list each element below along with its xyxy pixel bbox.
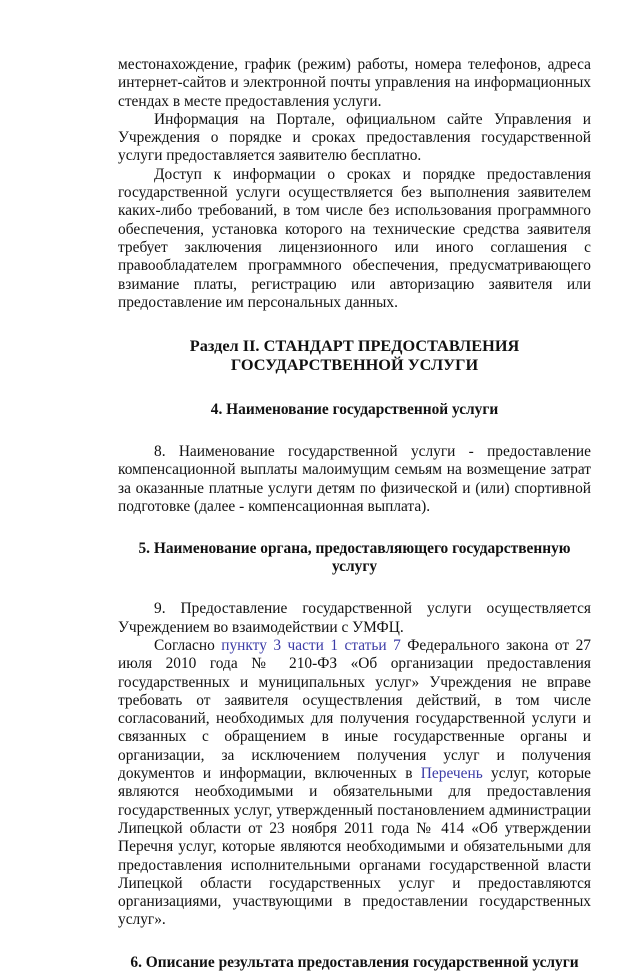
- paragraph-portal-info: Информация на Портале, официальном сайте Управления и Учреждения о порядке и сроках предоставления государственной услуги предоставляется заявителю бесплатно.: [118, 110, 591, 165]
- section-5-paragraph-1: 9. Предоставление государственной услуги осуществляется Учреждением во взаимодействии с УМФЦ.: [118, 600, 591, 636]
- section-4-heading: 4. Наименование государственной услуги: [210, 401, 499, 419]
- section-5-heading: 5. Наименование органа, предоставляющего государственную услугу: [138, 540, 571, 576]
- para2-text-after: услуг, которые являются необходимыми и обязательными для предоставления государственных услуг, утвержденный постановлением администрации Липецкой области от 23 ноября 2011 года № 414 «Об утверждении Перечня услуг, которые являются необходимыми и обязательными для предоставления исполнительными органами государственной власти Липецкой области государственных услуг и предоставляются организациями, участвующими в предоставлении государственных услуг».: [118, 765, 591, 929]
- paragraph-access-info: Доступ к информации о сроках и порядке предоставления государственной услуги осуществляется без выполнения заявителем каких-либо требований, в том числе без использования программного обеспечения, установка которого на технические средства заявителя требует заключения лицензионного или иного соглашения с правообладателем программного обеспечения, предусматривающего взимание платы, регистрацию или авторизацию заявителя или предоставление им персональных данных.: [118, 165, 591, 311]
- section-4-paragraph: 8. Наименование государственной услуги - предоставление компенсационной выплаты малоимущим семьям на возмещение затрат за оказанные платные услуги детям по физической и (или) спортивной подготовке (далее - компенсационная выплата).: [118, 443, 591, 516]
- para2-text-before: Согласно: [154, 636, 222, 654]
- section-5-paragraph-2: [118, 637, 591, 930]
- services-list-link[interactable]: Перечень: [420, 765, 483, 783]
- part-heading: Раздел II. СТАНДАРТ ПРЕДОСТАВЛЕНИЯ ГОСУДАРСТВЕННОЙ УСЛУГИ: [189, 336, 520, 375]
- law-article-link[interactable]: пункту 3 части 1 статьи 7: [221, 636, 401, 654]
- section-6-heading: 6. Описание результата предоставления государственной услуги: [130, 953, 579, 971]
- paragraph-info-stands: местонахождение, график (режим) работы, номера телефонов, адреса интернет-сайтов и электронной почты управления на информационных стендах в месте предоставления услуги.: [118, 56, 591, 110]
- para2-text-mid: Федерального закона от 27 июля 2010 года № 210-ФЗ «Об организации предоставления государственных и муниципальных услуг» Учреждения не вправе требовать от заявителя осуществления действий, в том числе согласований, необходимых для получения государственной услуги и связанных с обращением в иные государственные органы и организации, за исключением получения услуг и получения документов и информации, включенных в: [118, 636, 591, 783]
